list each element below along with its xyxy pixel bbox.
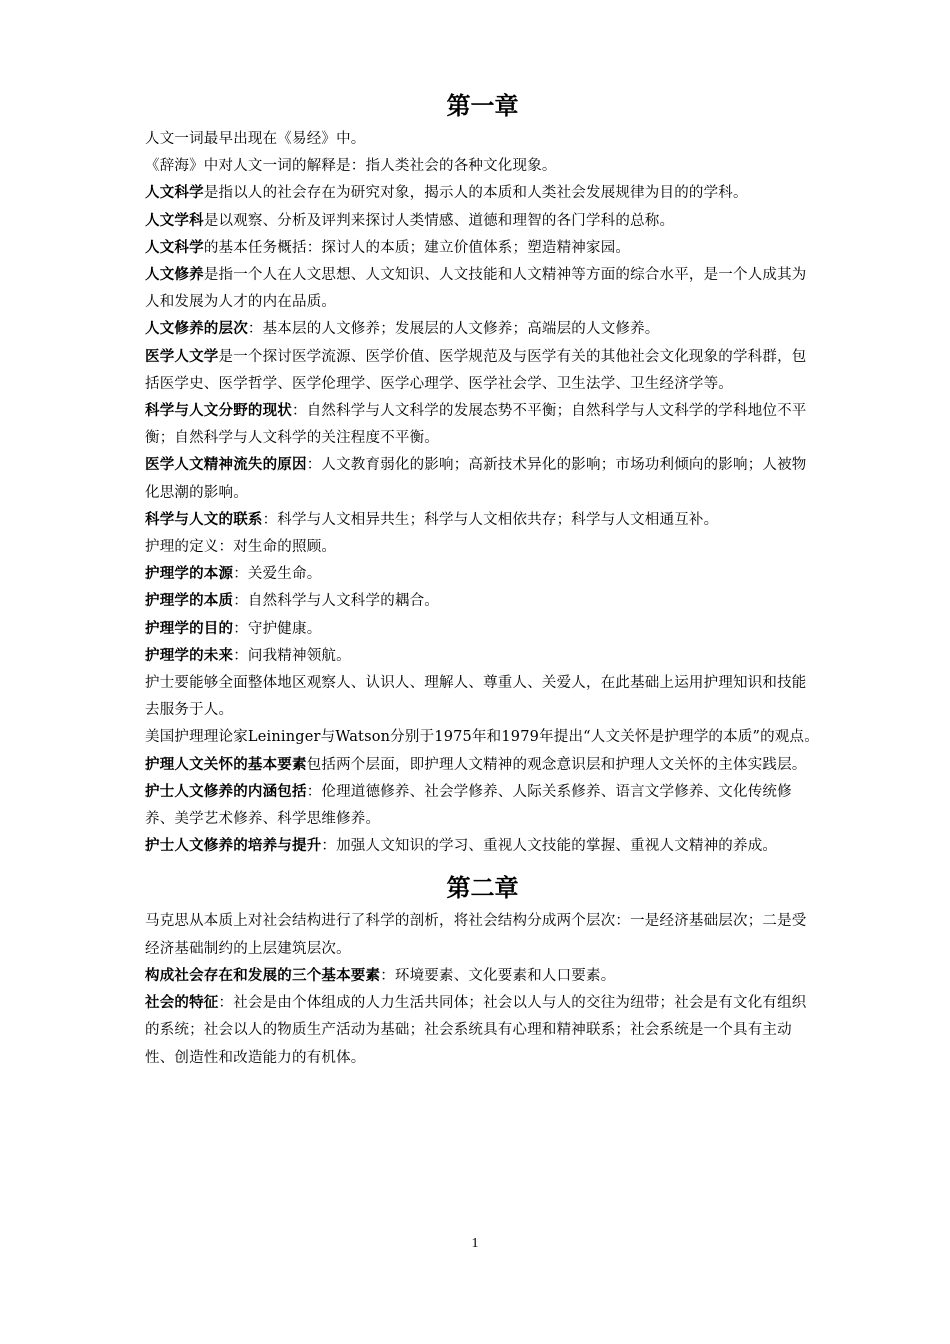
key-term: 医学人文精神流失的原因: [145, 457, 307, 474]
paragraph-text: ：问我精神领航。: [233, 647, 351, 664]
paragraph: [145, 616, 820, 643]
paragraph-text: ：社会是由个体组成的人力生活共同体；社会以人与人的交往为纽带；社会是有文化有组织的系统；社会以人的物质生产活动为基础；社会系统具有心理和精神联系；社会系统是一个具有主动性、创造性和改造能力的有机体。: [145, 995, 807, 1066]
key-term: 护理学的本源: [145, 566, 234, 583]
paragraph-text: 《辞海》中对人文一词的解释是：指人类社会的各种文化现象。: [145, 158, 557, 175]
paragraph: [145, 833, 820, 860]
paragraph-text: ：自然科学与人文科学的发展态势不平衡；自然科学与人文科学的学科地位不平衡；自然科学与人文科学的关注程度不平衡。: [145, 403, 807, 447]
paragraph: [145, 235, 820, 262]
key-term: 人文修养的层次: [145, 321, 248, 338]
paragraph-text: ：人文教育弱化的影响；高新技术异化的影响；市场功利倾向的影响；人被物化思潮的影响。: [145, 457, 807, 501]
paragraph-text: 护理的定义：对生命的照顾。: [145, 539, 337, 556]
paragraph: [145, 262, 820, 316]
paragraph: [145, 180, 820, 207]
paragraph: [145, 588, 820, 615]
chapter-2-title: 第二章: [446, 874, 519, 903]
key-term: 医学人文学: [145, 348, 219, 365]
paragraph: [145, 643, 820, 670]
paragraph: [145, 724, 820, 751]
paragraph: [145, 344, 820, 398]
paragraph-text: 是以观察、分析及评判来探讨人类情感、道德和理智的各门学科的总称。: [203, 212, 675, 229]
paragraph-text: 是指一个人在人文思想、人文知识、人文技能和人文精神等方面的综合水平，是一个人成其为人和发展为人才的内在品质。: [145, 267, 807, 311]
paragraph-text: ：基本层的人文修养；发展层的人文修养；高端层的人文修养。: [247, 321, 660, 338]
paragraph-text: 是指以人的社会存在为研究对象，揭示人的本质和人类社会发展规律为目的的学科。: [203, 185, 748, 202]
paragraph-text: 护士要能够全面整体地区观察人、认识人、理解人、尊重人、关爱人，在此基础上运用护理知识和技能去服务于人。: [145, 675, 807, 719]
key-term: 护士人文修养的培养与提升: [145, 838, 322, 855]
chapter-1-body: [145, 126, 820, 860]
paragraph: [145, 208, 820, 235]
paragraph-text: ：自然科学与人文科学的耦合。: [233, 593, 440, 610]
paragraph-text: ：伦理道德修养、社会学修养、人际关系修养、语言文学修养、文化传统修养、美学艺术修养、科学思维修养。: [145, 783, 792, 828]
paragraph: [145, 752, 820, 779]
key-term: 护理人文关怀的基本要素: [145, 756, 307, 773]
paragraph-text: ：科学与人文相异共生；科学与人文相依共存；科学与人文相通互补。: [262, 511, 719, 528]
paragraph-text: 包括两个层面，即护理人文精神的观念意识层和护理人文关怀的主体实践层。: [306, 756, 807, 773]
paragraph: [145, 670, 820, 724]
key-term: 人文修养: [145, 267, 204, 284]
key-term: 护理学的未来: [145, 647, 234, 664]
paragraph-text: ：环境要素、文化要素和人口要素。: [380, 967, 616, 984]
paragraph: [145, 534, 820, 561]
paragraph: [145, 452, 820, 506]
key-term: 科学与人文的联系: [145, 511, 263, 528]
paragraph-text: ：守护健康。: [233, 620, 322, 637]
paragraph-text: 马克思从本质上对社会结构进行了科学的剖析，将社会结构分成两个层次：一是经济基础层次；二是受经济基础制约的上层建筑层次。: [145, 913, 807, 957]
paragraph-text: 人文一词最早出现在《易经》中。: [145, 131, 366, 147]
paragraph: [145, 126, 820, 153]
key-term: 人文学科: [145, 212, 204, 229]
paragraph: [145, 398, 820, 452]
document-body: [145, 88, 820, 1072]
paragraph: [145, 908, 820, 962]
paragraph: [145, 561, 820, 588]
paragraph: [145, 316, 820, 343]
key-term: 社会的特征: [145, 995, 219, 1012]
paragraph-text: 美国护理理论家Leininger与Watson分别于1975年和1979年提出“人文关怀是护理学的本质”的观点。: [145, 729, 819, 746]
page-number: 1: [471, 1236, 479, 1251]
paragraph-text: ：加强人文知识的学习、重视人文技能的掌握、重视人文精神的养成。: [321, 838, 778, 855]
paragraph-text: 的基本任务概括：探讨人的本质；建立价值体系；塑造精神家园。: [203, 239, 631, 256]
paragraph-text: 是一个探讨医学流源、医学价值、医学规范及与医学有关的其他社会文化现象的学科群，包括医学史、医学哲学、医学伦理学、医学心理学、医学社会学、卫生法学、卫生经济学等。: [145, 348, 807, 392]
key-term: 护理学的目的: [145, 620, 234, 637]
key-term: 人文科学: [145, 239, 204, 256]
paragraph: [145, 779, 820, 833]
key-term: 科学与人文分野的现状: [145, 403, 292, 420]
paragraph: [145, 990, 820, 1072]
key-term: 护士人文修养的内涵包括: [145, 783, 307, 800]
paragraph-text: ：关爱生命。: [233, 566, 322, 583]
paragraph: [145, 507, 820, 534]
chapter-2-body: [145, 908, 820, 1071]
paragraph: [145, 153, 820, 180]
chapter-1-title: 第一章: [446, 92, 519, 120]
key-term: 构成社会存在和发展的三个基本要素: [145, 967, 381, 984]
paragraph: [145, 963, 820, 990]
key-term: 人文科学: [145, 185, 204, 202]
key-term: 护理学的本质: [145, 593, 234, 610]
